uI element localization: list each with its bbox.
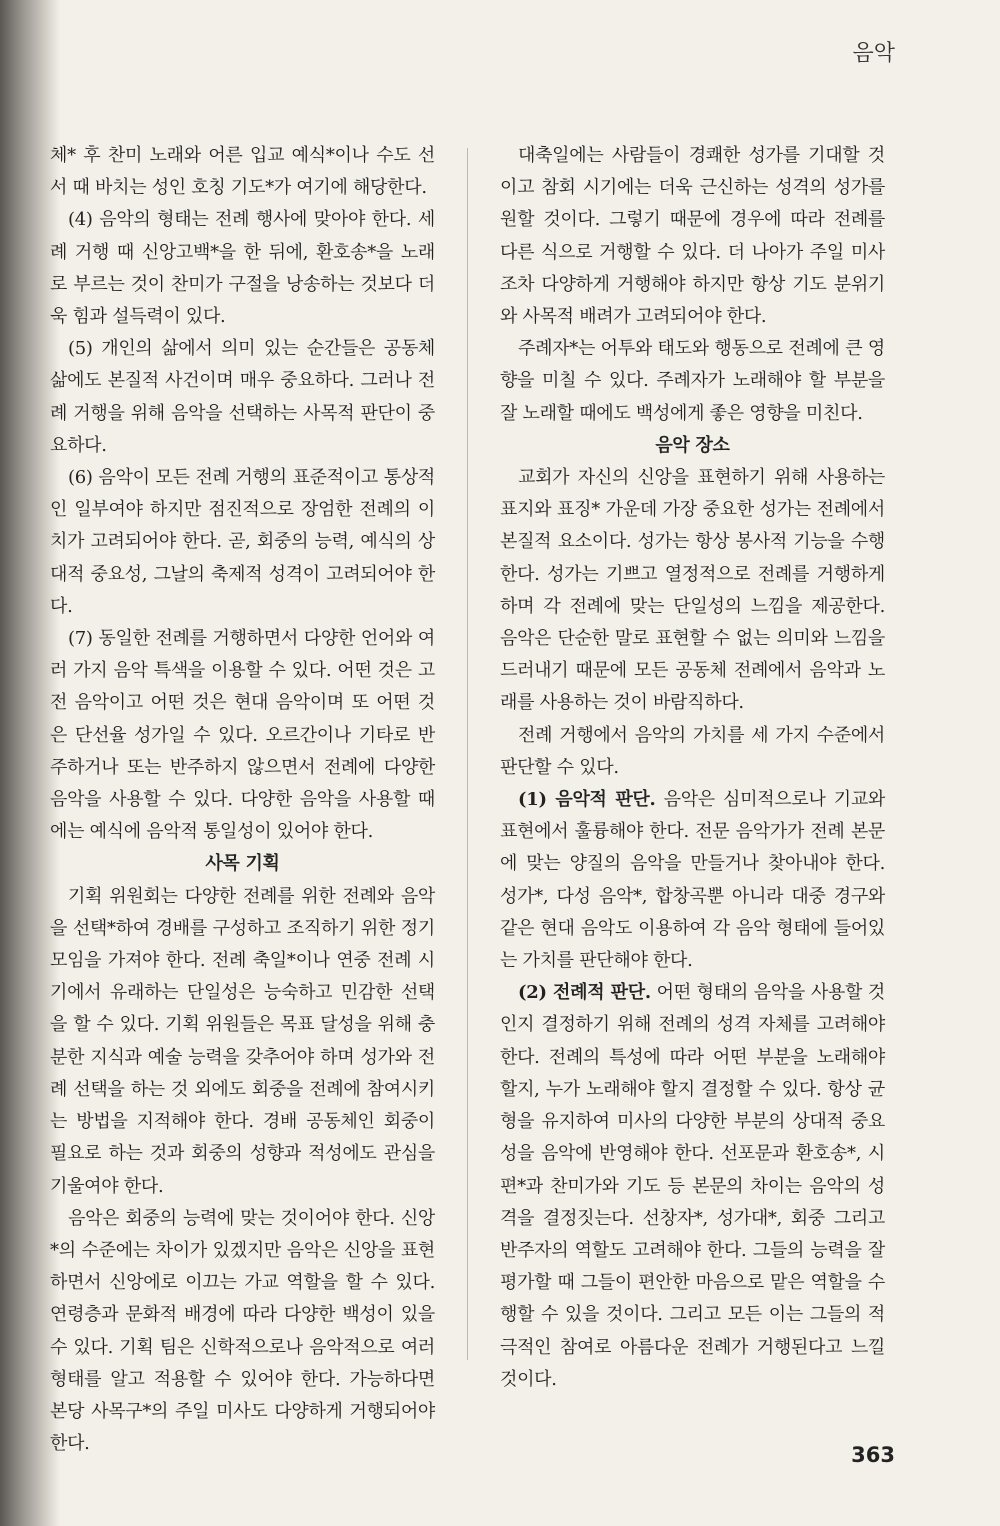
paragraph: 음악은 회중의 능력에 맞는 것이어야 한다. 신앙*의 수준에는 차이가 있겠지만 음악은 신앙을 표현하면서 신앙에로 이끄는 가교 역할을 할 수 있다. 연령층과 문화적 배경에 따라 다양한 백성이 있을 수 있다. 기획 팀은 신학적으로나 음악적으로 여러 형태를 알고 적용할 수 있어야 한다. 가능하다면 본당 사목구*의 주일 미사도 다양하게 거행되어야 한다. [50,1207,435,1455]
paragraph-lead: (1) 음악적 판단. [518,789,656,811]
paragraph: 주례자*는 어투와 태도와 행동으로 전례에 큰 영향을 미칠 수 있다. 주례자가 노래해야 할 부분을 잘 노래할 때에도 백성에게 좋은 영향을 미친다. [500,338,885,424]
paragraph-body: 음악은 심미적으로나 기교와 표현에서 훌륭해야 한다. 전문 음악가가 전례 본문에 맞는 양질의 음악을 만들거나 찾아내야 한다. 성가*, 다성 음악*, 합창곡뿐 아니라 대중 경구와 같은 현대 음악도 이용하여 각 음악 형태에 들어있는 가치를 판단해야 한다. [500,789,885,972]
right-column [500,140,885,1396]
page-number: 363 [851,1443,895,1467]
paragraph: (5) 개인의 삶에서 의미 있는 순간들은 공동체 삶에도 본질적 사건이며 매우 중요하다. 그러나 전례 거행을 위해 음악을 선택하는 사목적 판단이 중요하다. [50,338,435,456]
paragraph: 기획 위원회는 다양한 전례를 위한 전례와 음악을 선택*하여 경배를 구성하고 조직하기 위한 정기 모임을 가져야 한다. 전례 축일*이나 연중 전례 시기에서 유래하는 단일성은 능숙하고 민감한 선택을 할 수 있다. 기획 위원들은 목표 달성을 위해 충분한 지식과 예술 능력을 갖추어야 하며 성가와 전례 선택을 하는 것 외에도 회중을 전례에 참여시키는 방법을 지적해야 한다. 경배 공동체인 회중이 필요로 하는 것과 회중의 성향과 적성에도 관심을 기울여야 한다. [50,885,435,1197]
left-column [50,140,435,1460]
paragraph: (4) 음악의 형태는 전례 행사에 맞아야 한다. 세례 거행 때 신앙고백*을 한 뒤에, 환호송*을 노래로 부르는 것이 찬미가 구절을 낭송하는 것보다 더 욱 힘과 설득력이 있다. [50,209,435,328]
paragraph [500,784,885,977]
paragraph-lead: (2) 전례적 판단. [518,982,651,1004]
running-header: 음악 [852,41,895,66]
paragraph [500,977,885,1396]
section-heading: 사목 기획 [205,853,280,875]
paragraph-body: 어떤 형태의 음악을 사용할 것인지 결정하기 위해 전례의 성격 자체를 고려해야 한다. 전례의 특성에 따라 어떤 부분을 노래해야 할지, 누가 노래해야 할지 결정할 수 있다. 항상 균형을 유지하여 미사의 다양한 부분의 상대적 중요성을 음악에 반영해야 한다. 선포문과 환호송*, 시편*과 찬미가와 기도 등 본문의 차이는 음악의 성격을 결정짓는다. 선창자*, 성가대*, 회중 그리고 반주자의 역할도 고려해야 한다. 그들의 능력을 잘 평가할 때 그들이 편안한 마음으로 맡은 역할을 수행할 수 있을 것이다. 그리고 모든 이는 그들의 적극적인 참여로 아름다운 전례가 거행된다고 느낄 것이다. [500,982,885,1390]
paragraph: (6) 음악이 모든 전례 거행의 표준적이고 통상적인 일부여야 하지만 점진적으로 장엄한 전례의 이치가 고려되어야 한다. 곧, 회중의 능력, 예식의 상대적 중요성, 그날의 축제적 성격이 고려되어야 한다. [50,467,435,617]
paragraph: (7) 동일한 전례를 거행하면서 다양한 언어와 여러 가지 음악 특색을 이용할 수 있다. 어떤 것은 고전 음악이고 어떤 것은 현대 음악이며 또 어떤 것은 단선율 성가일 수 있다. 오르간이나 기타로 반주하거나 또는 반주하지 않으면서 전례에 다양한 음악을 사용할 수 있다. 다양한 음악을 사용할 때에는 예식에 음악적 통일성이 있어야 한다. [50,628,435,843]
paragraph: 체* 후 찬미 노래와 어른 입교 예식*이나 수도 선서 때 바치는 성인 호칭 기도*가 여기에 해당한다. [50,145,435,199]
column-divider [467,148,468,1360]
paragraph: 전례 거행에서 음악의 가치를 세 가지 수준에서 판단할 수 있다. [500,724,885,778]
section-heading: 음악 장소 [655,434,730,456]
paragraph: 교회가 자신의 신앙을 표현하기 위해 사용하는 표지와 표징* 가운데 가장 중요한 성가는 전례에서 본질적 요소이다. 성가는 항상 봉사적 기능을 수행한다. 성가는 기쁘고 열정적으로 전례를 거행하게 하며 각 전례에 맞는 단일성의 느낌을 제공한다. 음악은 단순한 말로 표현할 수 없는 의미와 느낌을 드러내기 때문에 모든 공동체 전례에서 음악과 노래를 사용하는 것이 바람직하다. [500,467,885,714]
paragraph: 대축일에는 사람들이 경쾌한 성가를 기대할 것이고 참회 시기에는 더욱 근신하는 성격의 성가를 원할 것이다. 그렇기 때문에 경우에 따라 전례를 다른 식으로 거행할 수 있다. 더 나아가 주일 미사조차 다양하게 거행해야 하지만 항상 기도 분위기와 사목적 배려가 고려되어야 한다. [500,145,885,328]
